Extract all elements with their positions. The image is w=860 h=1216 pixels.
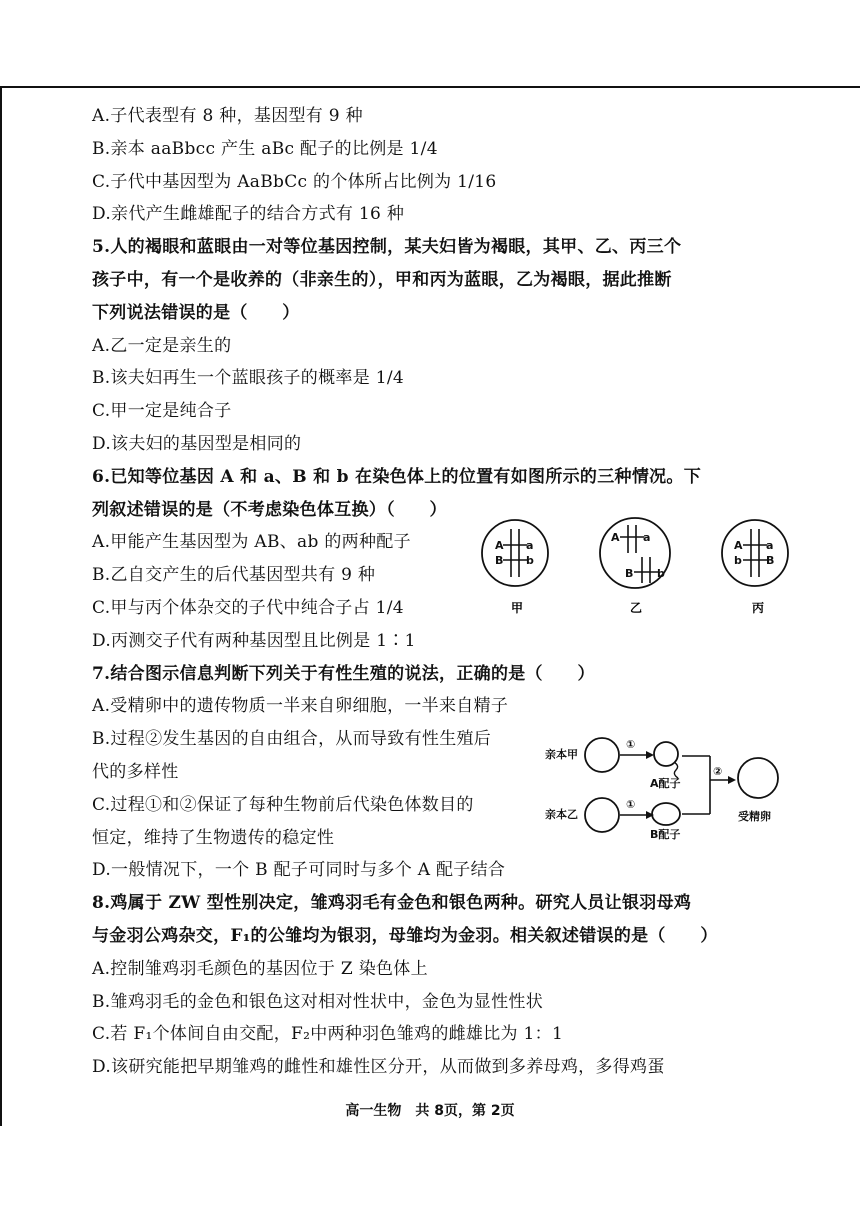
zygote-label: 受精卵 bbox=[738, 810, 771, 823]
q7-option-d: D.一般情况下，一个 B 配子可同时与多个 A 配子结合 bbox=[92, 860, 506, 881]
cell-bing-caption: 丙 bbox=[752, 601, 765, 615]
cell-yi bbox=[600, 518, 670, 615]
q7-stem: 7.结合图示信息判断下列关于有性生殖的说法，正确的是（ ） bbox=[92, 663, 595, 684]
cell-yi-gene-right-bottom: b bbox=[657, 567, 665, 580]
q5-stem-line3: 下列说法错误的是（ ） bbox=[92, 302, 300, 323]
q7-option-a: A.受精卵中的遗传物质一半来自卵细胞，一半来自精子 bbox=[92, 696, 509, 717]
q8-option-c: C.若 F₁个体间自由交配，F₂中两种羽色雏鸡的雌雄比为 1：1 bbox=[92, 1024, 564, 1045]
cell-bing-gene-right-top: a bbox=[766, 539, 774, 552]
cell-yi-gene-left-bottom: B bbox=[625, 567, 634, 580]
q6-stem-line2: 列叙述错误的是（不考虑染色体互换）（ ） bbox=[92, 499, 447, 520]
parent-b-cell bbox=[585, 798, 619, 832]
q5-stem-line1: 5.人的褐眼和蓝眼由一对等位基因控制，某夫妇皆为褐眼，其甲、乙、丙三个 bbox=[92, 237, 682, 258]
cell-bing-gene-right-bottom: B bbox=[766, 554, 775, 567]
q5-stem-line2: 孩子中，有一个是收养的（非亲生的），甲和丙为蓝眼，乙为褐眼，据此推断 bbox=[92, 269, 672, 290]
step1-top-label: ① bbox=[626, 738, 636, 751]
q6-option-d: D.丙测交子代有两种基因型且比例是 1∶1 bbox=[92, 630, 416, 651]
gamete-b-cell bbox=[652, 803, 680, 825]
cell-bing-gene-left-bottom: b bbox=[734, 554, 742, 567]
q7-option-c-line2: 恒定，维持了生物遗传的稳定性 bbox=[92, 827, 335, 848]
parent-b-label: 亲本乙 bbox=[545, 808, 578, 821]
cell-jia-gene-right-top: a bbox=[526, 539, 534, 552]
step2-label: ② bbox=[713, 765, 723, 778]
gamete-a-label: A配子 bbox=[650, 777, 681, 790]
cell-jia-caption: 甲 bbox=[511, 601, 524, 615]
cell-yi-gene-right-top: a bbox=[643, 531, 651, 544]
q6-option-c: C.甲与丙个体杂交的子代中纯合子占 1/4 bbox=[92, 597, 404, 618]
parent-a-cell bbox=[585, 738, 619, 772]
q6-option-b: B.乙自交产生的后代基因型共有 9 种 bbox=[92, 565, 376, 586]
cell-bing-gene-left-top: A bbox=[734, 539, 743, 552]
q7-option-c-line1: C.过程①和②保证了每种生物前后代染色体数目的 bbox=[92, 794, 474, 815]
q5-option-d: D.该夫妇的基因型是相同的 bbox=[92, 433, 302, 454]
q8-option-a: A.控制雏鸡羽毛颜色的基因位于 Z 染色体上 bbox=[92, 958, 428, 979]
q7-option-b-line1: B.过程②发生基因的自由组合，从而导致有性生殖后 bbox=[92, 729, 492, 750]
step1-bottom-label: ① bbox=[626, 798, 636, 811]
q7-figure bbox=[540, 728, 790, 848]
q8-stem-line2: 与金羽公鸡杂交，F₁的公雏均为银羽，母雏均为金羽。相关叙述错误的是（ ） bbox=[92, 925, 718, 946]
q8-stem-line1: 8.鸡属于 ZW 型性别决定，雏鸡羽毛有金色和银色两种。研究人员让银羽母鸡 bbox=[92, 893, 692, 914]
page-footer: 高一生物 共 8页，第 2页 bbox=[345, 1103, 515, 1119]
q5-option-c: C.甲一定是纯合子 bbox=[92, 401, 232, 422]
q5-option-a: A.乙一定是亲生的 bbox=[92, 335, 232, 356]
gamete-b-label: B配子 bbox=[650, 828, 681, 841]
cell-jia bbox=[482, 520, 548, 615]
cell-jia-gene-right-bottom: b bbox=[526, 554, 534, 567]
cell-yi-caption: 乙 bbox=[630, 601, 643, 615]
q4-option-b: B.亲本 aaBbcc 产生 aBc 配子的比例是 1/4 bbox=[92, 138, 438, 159]
cell-jia-gene-left-top: A bbox=[495, 539, 504, 552]
q5-option-b: B.该夫妇再生一个蓝眼孩子的概率是 1/4 bbox=[92, 368, 404, 389]
q4-option-c: C.子代中基因型为 AaBbCc 的个体所占比例为 1/16 bbox=[92, 171, 497, 192]
cell-jia-gene-left-bottom: B bbox=[495, 554, 504, 567]
parent-a-label: 亲本甲 bbox=[545, 748, 578, 761]
zygote-cell bbox=[738, 758, 778, 798]
q8-option-d: D.该研究能把早期雏鸡的雌性和雄性区分开，从而做到多养母鸡，多得鸡蛋 bbox=[92, 1057, 665, 1078]
q6-option-a: A.甲能产生基因型为 AB、ab 的两种配子 bbox=[92, 532, 411, 553]
cell-yi-gene-left-top: A bbox=[611, 531, 620, 544]
q8-option-b: B.雏鸡羽毛的金色和银色这对相对性状中，金色为显性性状 bbox=[92, 991, 543, 1012]
cell-bing bbox=[722, 520, 788, 615]
q4-option-d: D.亲代产生雌雄配子的结合方式有 16 种 bbox=[92, 204, 405, 225]
q6-figure bbox=[470, 515, 810, 625]
q7-option-b-line2: 代的多样性 bbox=[92, 761, 179, 782]
q6-stem-line1: 6.已知等位基因 A 和 a、B 和 b 在染色体上的位置有如图所示的三种情况。下 bbox=[92, 466, 702, 487]
q4-option-a: A.子代表型有 8 种，基因型有 9 种 bbox=[92, 106, 363, 126]
